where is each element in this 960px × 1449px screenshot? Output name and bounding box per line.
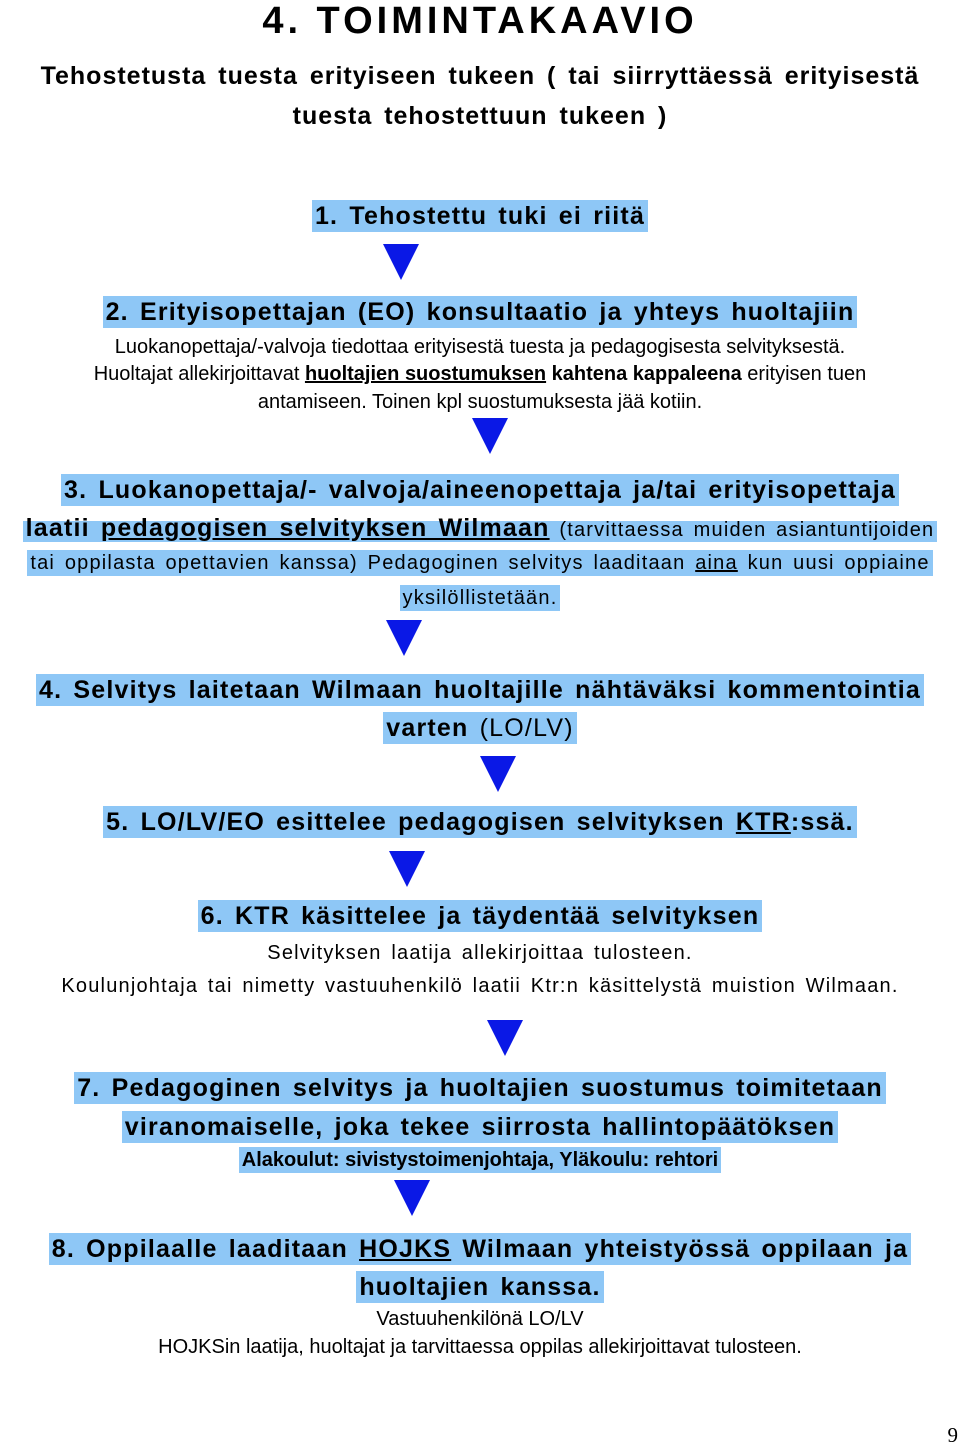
step-6-heading: 6. KTR käsittelee ja täydentää selvityksen [198,900,763,932]
step-3-line-3-post: kun uusi oppiaine [737,552,930,574]
arrow-down-icon [487,1020,523,1056]
step-8-line-1-post: Wilmaan yhteistyössä oppilaan ja [451,1235,909,1263]
step-2-text-2-pre: Huoltajat allekirjoittavat [93,363,305,385]
step-8-text-1: Vastuuhenkilönä LO/LV [376,1308,584,1330]
arrow-down-icon [386,620,422,656]
step-3-line-2-pre: laatii [25,514,101,542]
step-4-for-bold: varten [386,714,469,742]
step-8-hojks-link: HOJKS [359,1235,452,1263]
step-7-line-3-block [0,1149,960,1172]
step-2-heading: 2. Erityisopettajan (EO) konsultaatio ja yhteys huoltajiin [103,296,858,328]
step-2-text-2 [0,363,960,386]
step-7-line-1: 7. Pedagoginen selvitys ja huoltajien suostumus toimitetaan [74,1072,886,1104]
step-2-copies-bold: kahtena kappaleena [546,363,742,385]
step-3-line-2 [0,514,960,543]
step-3-line-4-block [0,587,960,610]
step-7-line-3: Alakoulut: sivistystoimenjohtaja, Yläkoulu: rehtori [239,1147,721,1173]
arrow-down-icon [389,851,425,887]
page-number: 9 [947,1423,958,1447]
step-4-roles: (LO/LV) [468,714,574,742]
step-6-text-1: Selvityksen laatija allekirjoittaa tulosteen. [267,942,693,964]
arrow-down-icon [394,1180,430,1216]
step-7-block [0,1074,960,1103]
step-8-line-1-pre: 8. Oppilaalle laaditaan [51,1235,360,1263]
step-5-ktr-link: KTR [735,808,791,836]
step-4-line-2 [0,714,960,743]
step-7-line-2-block [0,1113,960,1142]
step-3-pedagogical-link: pedagogisen selvityksen Wilmaan [100,514,550,542]
step-3-line-3 [0,552,960,575]
subtitle-line-1: Tehostetusta tuesta erityiseen tukeen ( tai siirryttäessä erityisestä [40,62,920,90]
step-5-block [0,808,960,837]
step-6-block [0,902,960,931]
step-2-block [0,298,960,327]
step-6-text-2: Koulunjohtaja tai nimetty vastuuhenkilö laatii Ktr:n käsittelystä muistion Wilmaan. [61,975,899,997]
step-1-heading: 1. Tehostettu tuki ei riitä [312,200,648,232]
step-2-consent-link: huoltajien suostumuksen [304,363,547,385]
subtitle-line-2: tuesta tehostettuun tukeen ) [292,102,668,130]
arrow-down-icon [480,756,516,792]
step-8-line-2-block [0,1273,960,1302]
step-8-line-2: huoltajien kanssa. [356,1271,603,1303]
page-title: 4. TOIMINTAKAAVIO [262,0,698,42]
step-2-text-1: Luokanopettaja/-valvoja tiedottaa erityisestä tuesta ja pedagogisesta selvityksestä. [114,336,846,358]
step-4-line-1: 4. Selvitys laitetaan Wilmaan huoltajille nähtäväksi kommentointia [36,674,924,706]
step-2-text-3: antamiseen. Toinen kpl suostumuksesta jää kotiin. [257,391,703,413]
arrow-down-icon [472,418,508,454]
step-3-always-link: aina [695,552,738,574]
step-8-block [0,1235,960,1264]
step-2-text-2-post: erityisen tuen [741,363,867,385]
step-3-line-4: yksilöllistetään. [400,585,561,611]
step-5-text-post: :ssä. [790,808,854,836]
step-3-heading: 3. Luokanopettaja/- valvoja/aineenopettaja ja/tai erityisopettaja [61,474,899,506]
step-4-block [0,676,960,705]
step-8-text-2: HOJKSin laatija, huoltajat ja tarvittaessa oppilas allekirjoittavat tulosteen. [158,1336,802,1358]
step-3-block [0,476,960,505]
step-3-line-2-post: (tarvittaessa muiden asiantuntijoiden [549,519,935,541]
step-5-text-pre: 5. LO/LV/EO esittelee pedagogisen selvityksen [106,808,736,836]
step-3-line-3-pre: tai oppilasta opettavien kanssa) Pedagoginen selvitys laaditaan [30,552,696,574]
step-7-line-2: viranomaiselle, joka tekee siirrosta hallintopäätöksen [122,1111,838,1143]
arrow-down-icon [383,244,419,280]
step-1-block [0,202,960,231]
